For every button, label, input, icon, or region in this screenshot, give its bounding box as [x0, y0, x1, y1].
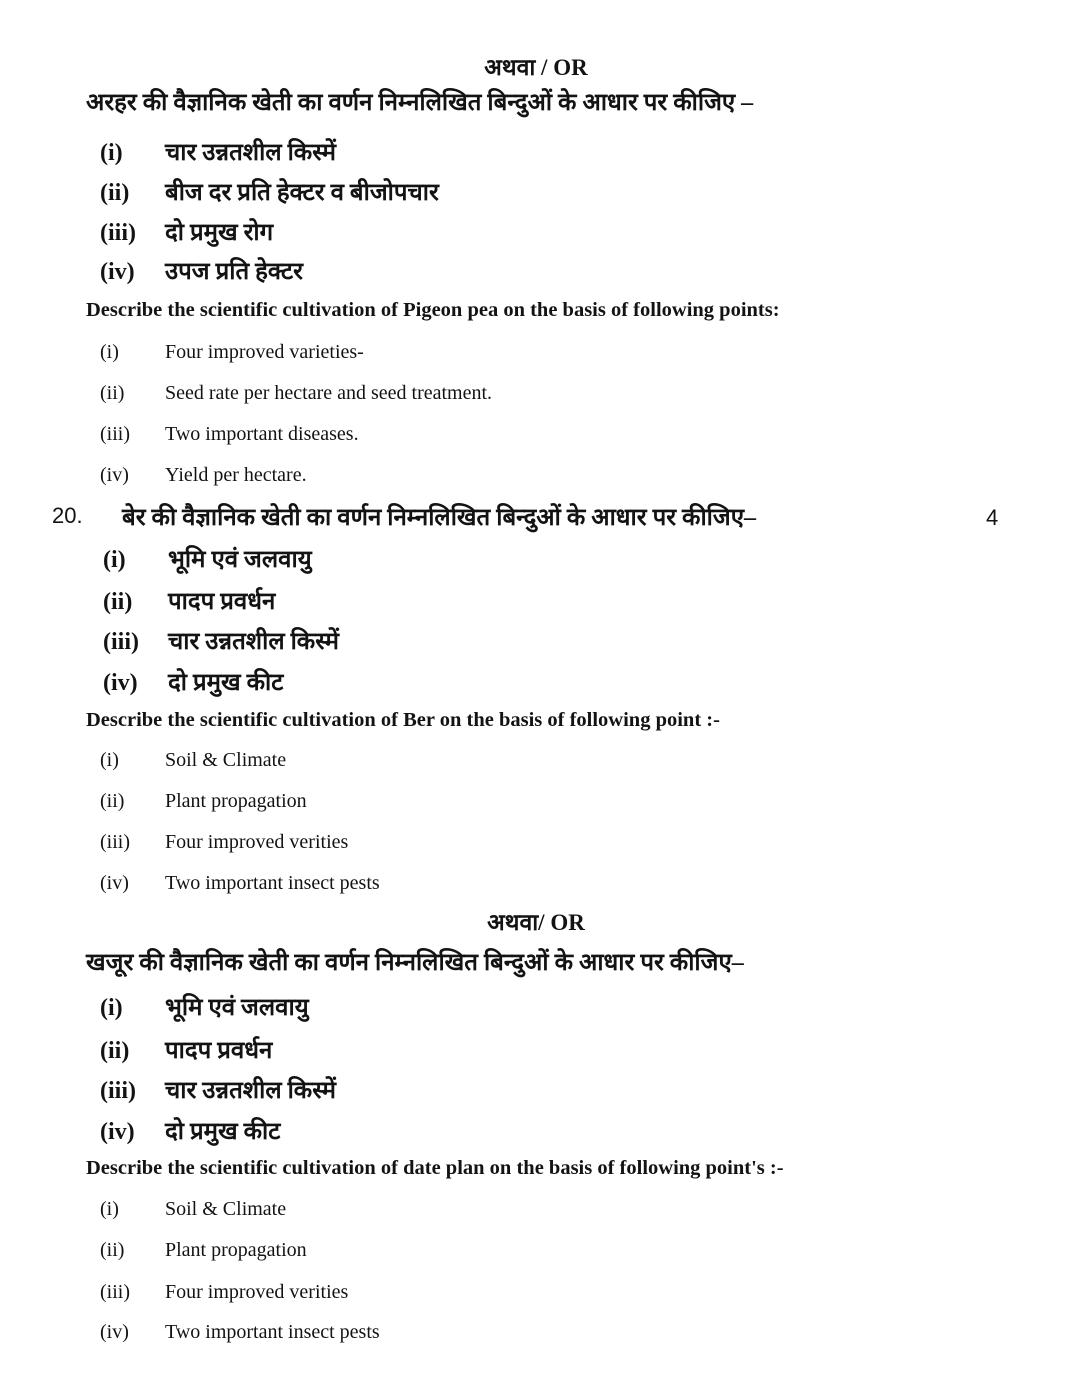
item-text: चार उन्नतशील किस्में: [168, 629, 339, 655]
item-number: (ii): [103, 589, 133, 615]
item-number: (iii): [100, 1281, 130, 1303]
q19or-english-intro: Describe the scientific cultivation of Pigeon pea on the basis of following points:: [86, 299, 780, 321]
item-number: (ii): [100, 382, 125, 404]
item-number: (iv): [100, 259, 135, 285]
question-20-hindi-intro: बेर की वैज्ञानिक खेती का वर्णन निम्नलिखित बिन्दुओं के आधार पर कीजिए–: [122, 505, 756, 531]
item-number: (iii): [100, 831, 130, 853]
item-number: (ii): [100, 1239, 125, 1261]
hindi-list-item: [100, 178, 960, 208]
item-number: (i): [100, 1198, 119, 1220]
q20or-hindi-intro: खजूर की वैज्ञानिक खेती का वर्णन निम्नलिखित बिन्दुओं के आधार पर कीजिए–: [86, 950, 744, 976]
item-text: Plant propagation: [165, 1239, 307, 1261]
english-list-item: [100, 340, 960, 365]
item-number: (iv): [100, 1321, 129, 1343]
item-number: (i): [100, 749, 119, 771]
hindi-list-item: [100, 257, 960, 287]
item-text: बीज दर प्रति हेक्टर व बीजोपचार: [165, 180, 439, 206]
hindi-list-item: [103, 627, 963, 657]
item-number: (iii): [103, 629, 139, 655]
english-list-item: [100, 789, 960, 814]
hindi-list-item: [100, 138, 960, 168]
item-text: भूमि एवं जलवायु: [168, 547, 312, 573]
english-list-item: [100, 381, 960, 406]
item-text: चार उन्नतशील किस्में: [165, 1078, 336, 1104]
hindi-list-item: [103, 545, 963, 575]
item-number: (i): [100, 140, 123, 166]
item-text: Seed rate per hectare and seed treatment.: [165, 382, 493, 404]
question-20-row: [52, 503, 972, 533]
item-text: Yield per hectare.: [165, 464, 307, 486]
item-text: Soil & Climate: [165, 1198, 287, 1220]
item-text: Four improved verities: [165, 831, 349, 853]
item-number: (i): [100, 341, 119, 363]
hindi-list-item: [100, 1036, 960, 1066]
item-text: Two important insect pests: [165, 1321, 380, 1343]
item-text: भूमि एवं जलवायु: [165, 995, 309, 1021]
item-number: (iii): [100, 220, 136, 246]
item-number: (iv): [100, 1119, 135, 1145]
item-number: (iv): [100, 872, 129, 894]
item-number: (iv): [103, 670, 138, 696]
item-text: चार उन्नतशील किस्में: [165, 140, 336, 166]
english-list-item: [100, 1320, 960, 1345]
q19or-hindi-intro: अरहर की वैज्ञानिक खेती का वर्णन निम्नलिखित बिन्दुओं के आधार पर कीजिए –: [86, 90, 754, 116]
or-divider-middle: अथवा/ OR: [487, 910, 585, 935]
item-text: Four improved verities: [165, 1281, 349, 1303]
english-list-item: [100, 463, 960, 488]
english-list-item: [100, 422, 960, 447]
hindi-list-item: [100, 218, 960, 248]
q20or-english-intro: Describe the scientific cultivation of date plan on the basis of following point's :-: [86, 1157, 784, 1179]
item-number: (ii): [100, 790, 125, 812]
hindi-list-item: [103, 587, 963, 617]
hindi-list-item: [100, 1117, 960, 1147]
item-number: (iii): [100, 423, 130, 445]
item-number: (i): [103, 547, 126, 573]
hindi-list-item: [100, 993, 960, 1023]
english-list-item: [100, 1197, 960, 1222]
item-text: पादप प्रवर्धन: [165, 1038, 273, 1064]
item-number: (iv): [100, 464, 129, 486]
question-number: 20.: [52, 503, 83, 528]
item-text: दो प्रमुख कीट: [168, 670, 284, 696]
english-list-item: [100, 830, 960, 855]
question-20-english-intro: Describe the scientific cultivation of Ber on the basis of following point :-: [86, 709, 720, 731]
english-list-item: [100, 871, 960, 896]
item-number: (i): [100, 995, 123, 1021]
item-text: पादप प्रवर्धन: [168, 589, 276, 615]
item-number: (ii): [100, 180, 130, 206]
item-text: दो प्रमुख रोग: [165, 220, 274, 246]
or-divider-top: अथवा / OR: [484, 55, 588, 80]
item-text: Plant propagation: [165, 790, 307, 812]
english-list-item: [100, 1280, 960, 1305]
item-text: Soil & Climate: [165, 749, 287, 771]
hindi-list-item: [103, 668, 963, 698]
hindi-list-item: [100, 1076, 960, 1106]
item-number: (ii): [100, 1038, 130, 1064]
item-text: उपज प्रति हेक्टर: [165, 259, 303, 285]
item-text: Two important insect pests: [165, 872, 380, 894]
item-text: Two important diseases.: [165, 423, 359, 445]
english-list-item: [100, 748, 960, 773]
question-20-marks: 4: [986, 505, 999, 530]
item-text: दो प्रमुख कीट: [165, 1119, 281, 1145]
item-number: (iii): [100, 1078, 136, 1104]
item-text: Four improved varieties-: [165, 341, 364, 363]
english-list-item: [100, 1238, 960, 1263]
